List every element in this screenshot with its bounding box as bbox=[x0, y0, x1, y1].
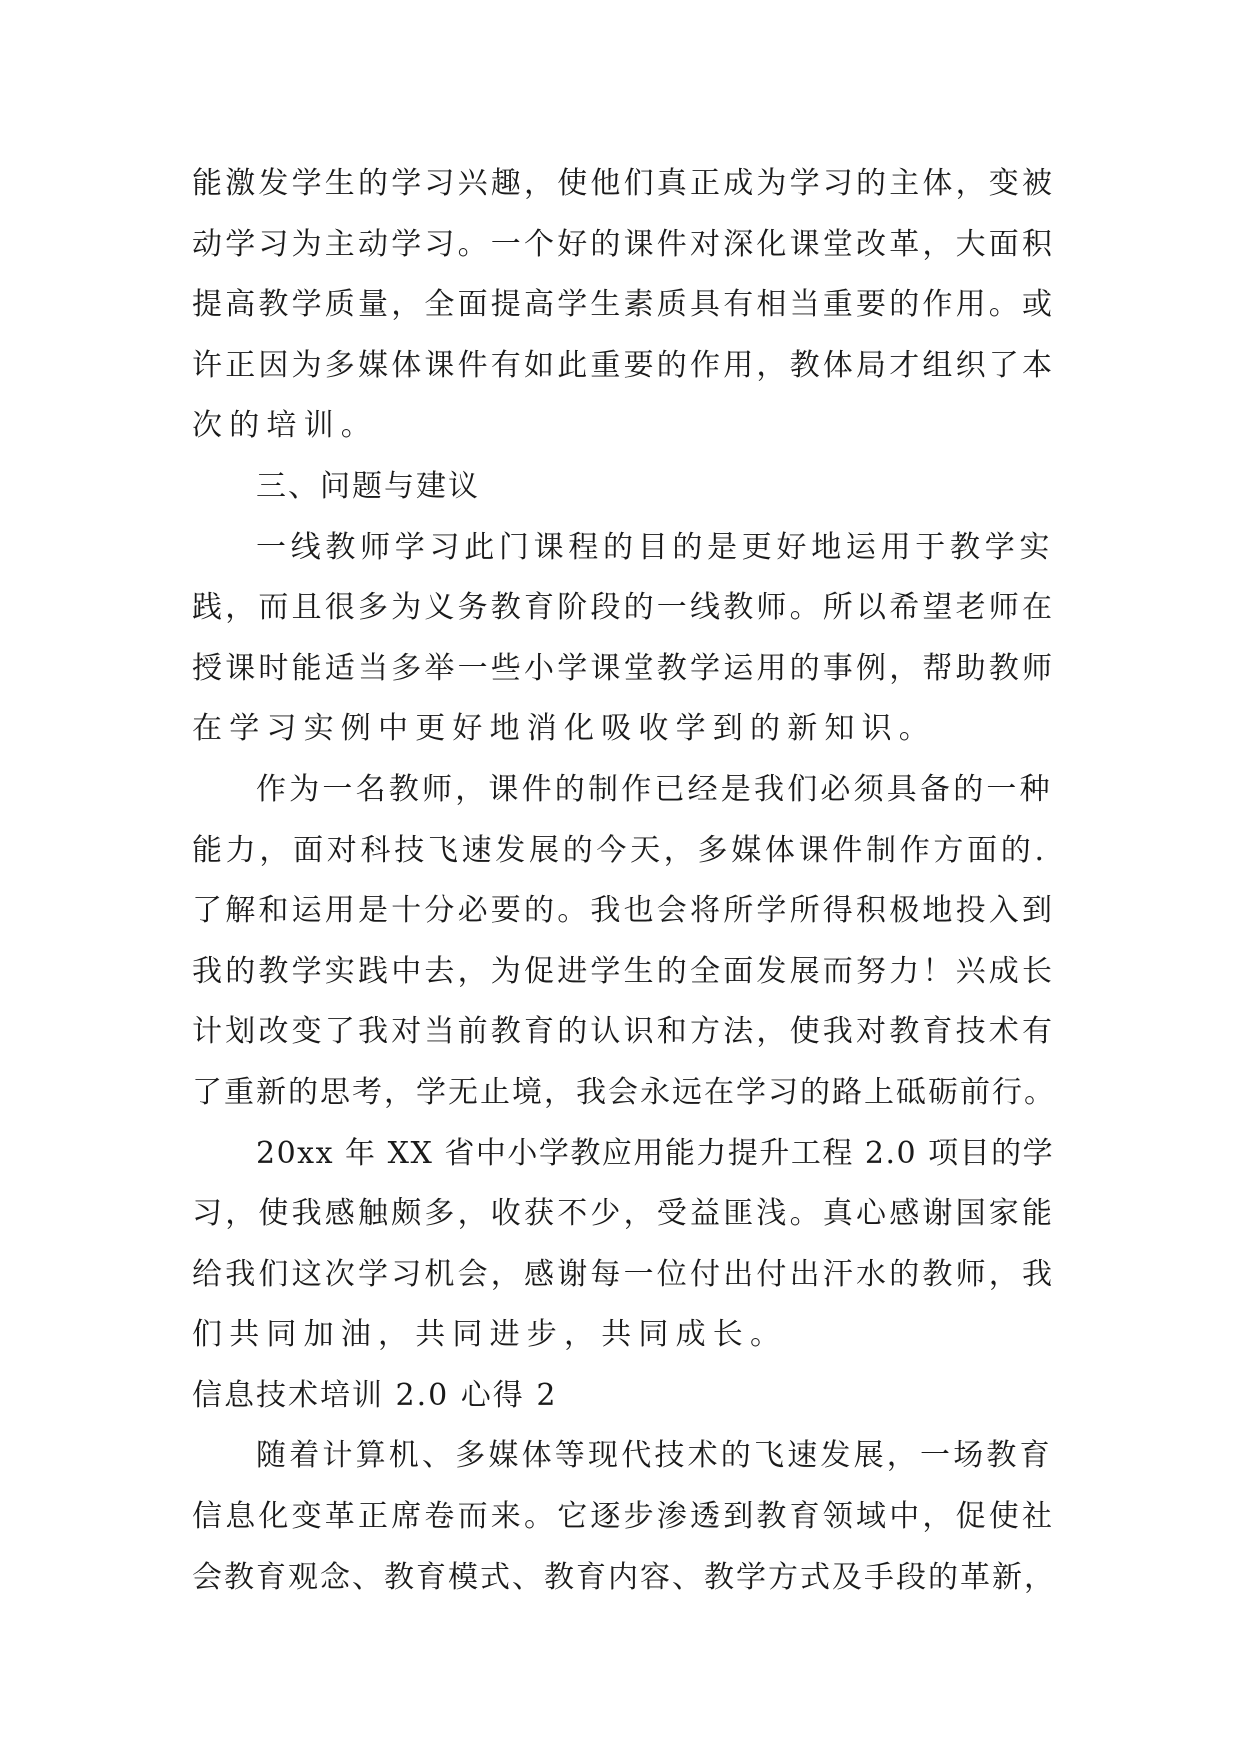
paragraph-line: 计划改变了我对当前教育的认识和方法，使我对教育技术有 bbox=[192, 1014, 1056, 1050]
paragraph-line: 能激发学生的学习兴趣，使他们真正成为学习的主体，变被 bbox=[192, 166, 1056, 201]
paragraph-line: 践，而且很多为义务教育阶段的一线教师。所以希望老师在 bbox=[192, 590, 1056, 626]
paragraph-line: 许正因为多媒体课件有如此重要的作用，教体局才组织了本 bbox=[192, 347, 1056, 383]
paragraph-line: 提高教学质量，全面提高学生素质具有相当重要的作用。或 bbox=[192, 287, 1056, 323]
paragraph-line: 能力，面对科技飞速发展的今天，多媒体课件制作方面的. bbox=[192, 832, 1048, 868]
section-heading: 三、问题与建议 bbox=[256, 468, 480, 504]
paragraph-line: 在学习实例中更好地消化吸收学到的新知识。 bbox=[192, 711, 936, 747]
paragraph-line: 习，使我感触颇多，收获不少，受益匪浅。真心感谢国家能 bbox=[192, 1196, 1056, 1232]
paragraph-line: 们共同加油，共同进步，共同成长。 bbox=[192, 1317, 788, 1353]
paragraph-line: 20xx 年 XX 省中小学教应用能力提升工程 2.0 项目的学 bbox=[256, 1135, 1055, 1171]
paragraph-line: 了解和运用是十分必要的。我也会将所学所得积极地投入到 bbox=[192, 893, 1056, 929]
document-body bbox=[192, 154, 1060, 1608]
paragraph-line: 授课时能适当多举一些小学课堂教学运用的事例，帮助教师 bbox=[192, 650, 1056, 686]
paragraph-line: 我的教学实践中去，为促进学生的全面发展而努力！兴成长 bbox=[192, 953, 1056, 989]
paragraph-line: 会教育观念、教育模式、教育内容、教学方式及手段的革新， bbox=[192, 1559, 1056, 1595]
paragraph-line: 作为一名教师，课件的制作已经是我们必须具备的一种 bbox=[256, 771, 1053, 807]
paragraph-line: 信息化变革正席卷而来。它逐步渗透到教育领域中，促使社 bbox=[192, 1499, 1056, 1535]
section-title: 信息技术培训 2.0 心得 2 bbox=[192, 1377, 558, 1413]
paragraph-line: 次的培训。 bbox=[192, 408, 378, 444]
paragraph-line: 随着计算机、多媒体等现代技术的飞速发展，一场教育 bbox=[256, 1438, 1053, 1474]
paragraph-line: 一线教师学习此门课程的目的是更好地运用于教学实 bbox=[256, 529, 1055, 565]
paragraph-line: 给我们这次学习机会，感谢每一位付出付出汗水的教师，我 bbox=[192, 1256, 1056, 1292]
paragraph-line: 动学习为主动学习。一个好的课件对深化课堂改革，大面积 bbox=[192, 226, 1056, 262]
paragraph-line: 了重新的思考，学无止境，我会永远在学习的路上砥砺前行。 bbox=[192, 1074, 1056, 1110]
